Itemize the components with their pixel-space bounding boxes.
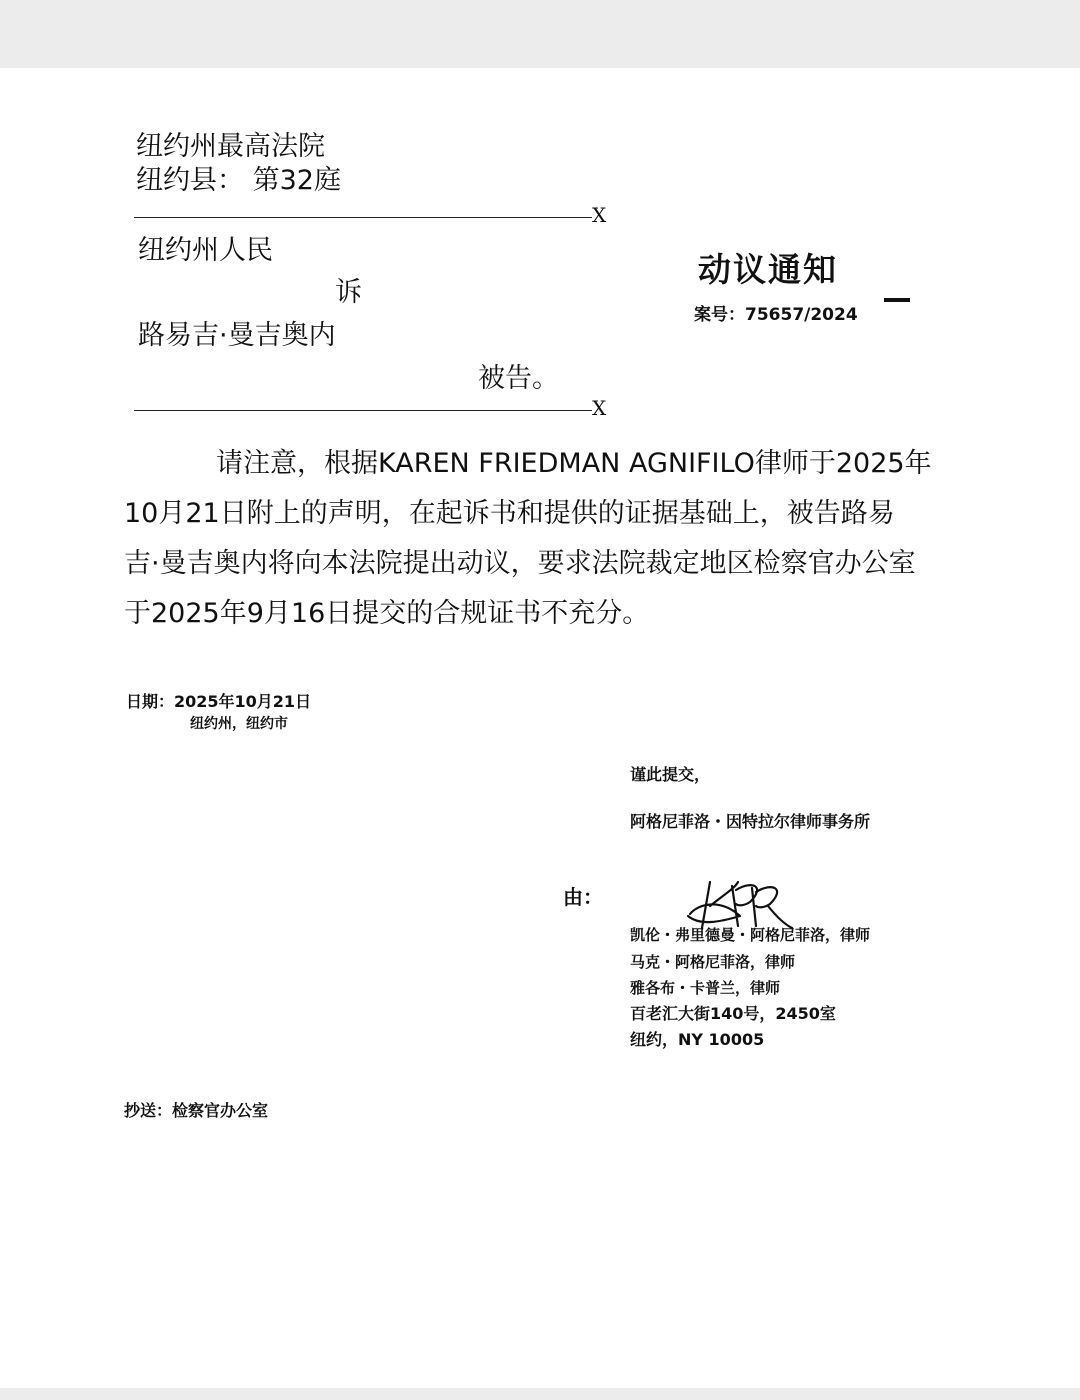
- attorney-3: 雅各布・卡普兰，律师: [630, 979, 781, 997]
- cc-line: 抄送：检察官办公室: [124, 1101, 269, 1120]
- notice-title: 动议通知: [698, 250, 838, 289]
- date-line: 日期：2025年10月21日: [126, 692, 312, 711]
- versus-label: 诉: [335, 277, 362, 308]
- attorney-2: 马克・阿格尼菲洛，律师: [630, 953, 796, 971]
- by-label: 由：: [563, 885, 603, 909]
- attorney-1: 凯伦・弗里德曼・阿格尼菲洛，律师: [630, 926, 871, 944]
- body-line-4: 于2025年9月16日提交的合规证书不充分。: [124, 598, 650, 629]
- defendant-name: 路易吉·曼吉奥内: [138, 320, 336, 351]
- place-line: 纽约州，纽约市: [190, 716, 288, 732]
- caption-x-top: X: [592, 203, 607, 227]
- body-line-2: 10月21日附上的声明，在起诉书和提供的证据基础上，被告路易: [124, 498, 895, 529]
- body-line-3: 吉·曼吉奥内将向本法院提出动议，要求法院裁定地区检察官办公室: [124, 548, 916, 579]
- caption-rule-top: [134, 217, 592, 218]
- address-line-1: 百老汇大街140号，2450室: [630, 1004, 836, 1023]
- caption-rule-bottom: [134, 410, 592, 411]
- case-number: 案号：75657/2024: [694, 305, 858, 325]
- address-line-2: 纽约，NY 10005: [630, 1030, 765, 1049]
- defendant-role: 被告。: [478, 363, 559, 394]
- edge-mark: [884, 298, 910, 302]
- caption-x-bottom: X: [592, 396, 607, 420]
- law-firm-name: 阿格尼菲洛・因特拉尔律师事务所: [630, 812, 871, 831]
- county-part: 纽约县： 第32庭: [136, 165, 341, 196]
- closing-line: 谨此提交，: [630, 765, 711, 784]
- plaintiff-name: 纽约州人民: [138, 235, 273, 266]
- court-name: 纽约州最高法院: [136, 131, 325, 162]
- document-page: [0, 68, 1080, 1388]
- body-line-1: 请注意，根据KAREN FRIEDMAN AGNIFILO律师于2025年: [216, 448, 932, 479]
